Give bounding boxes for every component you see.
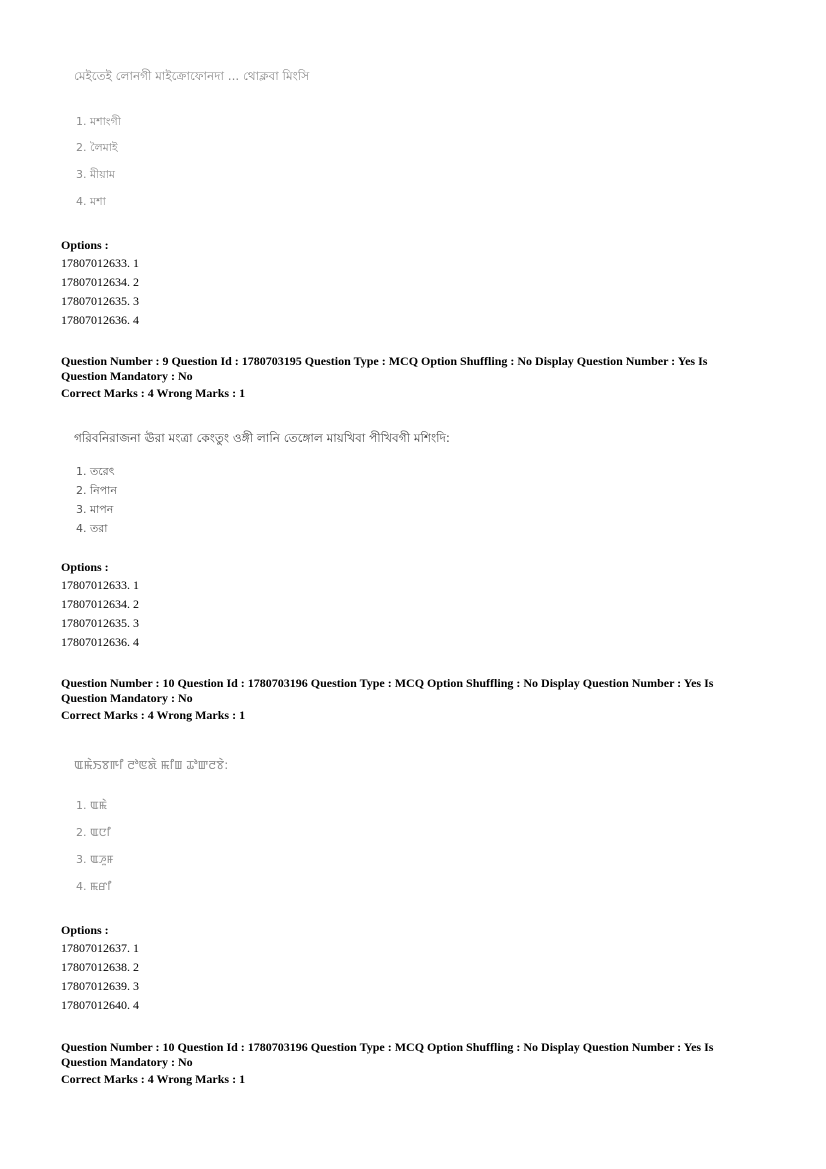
options-label: Options : xyxy=(61,560,109,574)
option-row: 17807012637. 1 xyxy=(61,941,139,955)
option-row: 17807012633. 1 xyxy=(61,578,139,592)
question-image-item: 4. মশা xyxy=(76,195,106,208)
question-header: Question Number : 9 Question Id : 1780703195 Question Type : MCQ Option Shuffling : No Display Question Number : Yes Is xyxy=(61,354,708,368)
options-label: Options : xyxy=(61,238,109,252)
question-image-item: 2. ꯑꯅꯤ xyxy=(76,826,111,839)
question-marks: Correct Marks : 4 Wrong Marks : 1 xyxy=(61,386,246,400)
options-label: Options : xyxy=(61,923,109,937)
option-row: 17807012640. 4 xyxy=(61,998,139,1012)
question-image-item: 2. নিপান xyxy=(76,484,117,497)
question-header: Question Mandatory : No xyxy=(61,691,193,705)
option-row: 17807012635. 3 xyxy=(61,294,139,308)
option-row: 17807012634. 2 xyxy=(61,597,139,611)
question-image-item: 1. তরেৎ xyxy=(76,465,115,478)
question-header: Question Number : 10 Question Id : 1780703196 Question Type : MCQ Option Shuffling : No Display Question Number : Yes Is xyxy=(61,676,714,690)
question-image-text: মেইতেই লোনগী মাইক্রোফোনদা ... থোক্লবা মিংসি xyxy=(74,69,310,83)
question-image-item: 3. মীয়াম xyxy=(76,168,116,181)
question-image-item: 4. তরা xyxy=(76,522,108,535)
question-image-item: 1. ꯑꯃꯥ xyxy=(76,799,108,812)
option-row: 17807012636. 4 xyxy=(61,635,139,649)
option-row: 17807012639. 3 xyxy=(61,979,139,993)
option-row: 17807012638. 2 xyxy=(61,960,139,974)
question-marks: Correct Marks : 4 Wrong Marks : 1 xyxy=(61,1072,246,1086)
option-row: 17807012635. 3 xyxy=(61,616,139,630)
question-image-item: 3. ꯑꯍꯨꯝ xyxy=(76,853,114,866)
question-image-text: গরিবনিরাজনা ঊরা মংত্রা কেংতুং ওঙ্গী লানি তেঙ্গোল মায়খিবা পীখিবগী মশিংদি: xyxy=(74,431,450,445)
question-image-item: 2. লৈমাই xyxy=(76,141,118,154)
question-image-item: 3. মাপন xyxy=(76,503,114,516)
question-image-text: ꯑꯃꯥꯏꯕꯒꯤ ꯂꯣꯟꯗꯥ ꯃꯤꯡ ꯊꯣꯛꯂꯕꯥ: xyxy=(74,758,229,772)
option-row: 17807012633. 1 xyxy=(61,256,139,270)
question-header: Question Mandatory : No xyxy=(61,369,193,383)
question-header: Question Mandatory : No xyxy=(61,1055,193,1069)
question-header: Question Number : 10 Question Id : 1780703196 Question Type : MCQ Option Shuffling : No Display Question Number : Yes Is xyxy=(61,1040,714,1054)
question-image-item: 1. মশাংগী xyxy=(76,115,121,128)
question-image-item: 4. ꯃꯔꯤ xyxy=(76,880,112,893)
question-marks: Correct Marks : 4 Wrong Marks : 1 xyxy=(61,708,246,722)
option-row: 17807012634. 2 xyxy=(61,275,139,289)
option-row: 17807012636. 4 xyxy=(61,313,139,327)
